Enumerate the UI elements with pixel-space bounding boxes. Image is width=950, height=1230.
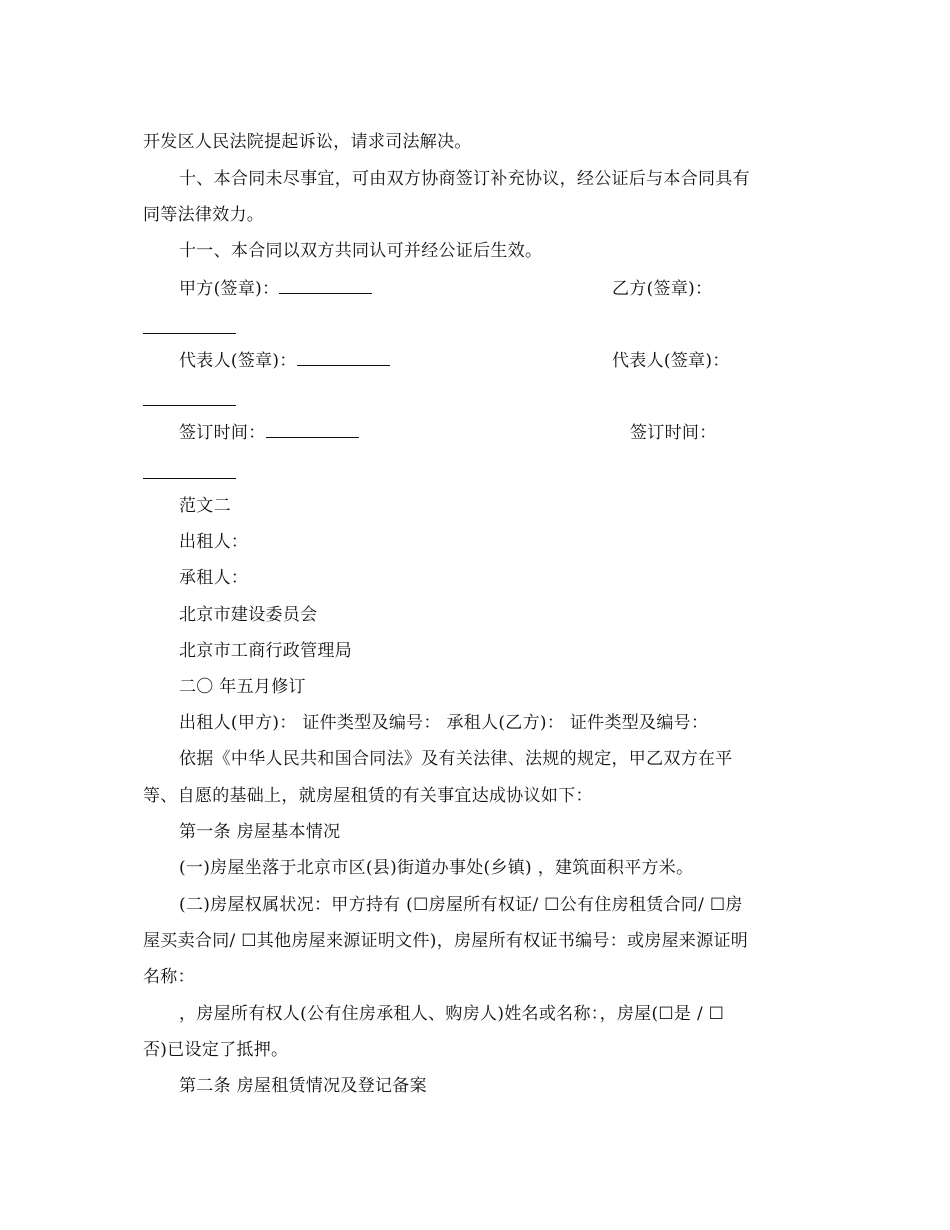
date-a-signature: [179, 421, 359, 445]
paragraph-line: 二〇 年五月修订: [179, 677, 306, 697]
paragraph-line: 出租人(甲方)： 证件类型及编号： 承租人(乙方)： 证件类型及编号：: [179, 713, 709, 733]
paragraph-line: 屋买卖合同/ ☐其他房屋来源证明文件)，房屋所有权证书编号：或房屋来源证明: [143, 931, 749, 951]
rep-a-label: 代表人(签章)：: [179, 351, 297, 371]
rep-b-label: 代表人(签章)：: [612, 351, 730, 371]
date-a-label: 签订时间：: [179, 423, 266, 443]
signature-blank: [266, 422, 359, 438]
paragraph-line: 十一、本合同以双方共同认可并经公证后生效。: [179, 241, 543, 261]
section-heading: 范文二: [179, 496, 231, 516]
date-b-label: 签订时间：: [630, 423, 717, 443]
paragraph-line: 北京市建设委员会: [179, 605, 318, 625]
paragraph-line: 等、自愿的基础上，就房屋租赁的有关事宜达成协议如下：: [143, 786, 593, 806]
paragraph-line: (二)房屋权属状况：甲方持有 (☐房屋所有权证/ ☐公有住房租赁合同/ ☐房: [179, 895, 743, 915]
paragraph-line: 开发区人民法院提起诉讼，请求司法解决。: [143, 132, 472, 152]
signature-blank: [143, 478, 236, 479]
signature-blank: [297, 350, 390, 366]
paragraph-line: ，房屋所有权人(公有住房承租人、购房人)姓名或名称：，房屋(☐是 / ☐: [179, 1004, 725, 1024]
signature-blank: [143, 333, 236, 334]
article-heading: 第一条 房屋基本情况: [179, 822, 341, 842]
article-heading: 第二条 房屋租赁情况及登记备案: [179, 1076, 427, 1096]
rep-a-signature: [179, 349, 390, 373]
party-a-label: 甲方(签章)：: [179, 279, 280, 299]
paragraph-line: (一)房屋坐落于北京市区(县)街道办事处(乡镇) ，建筑面积平方米。: [179, 858, 694, 878]
paragraph-line: 北京市工商行政管理局: [179, 641, 352, 661]
paragraph-line: 名称：: [143, 967, 195, 987]
paragraph-line: 依据《中华人民共和国合同法》及有关法律、法规的规定，甲乙双方在平: [179, 749, 733, 769]
paragraph-line: 同等法律效力。: [143, 205, 265, 225]
signature-blank: [279, 278, 372, 294]
party-b-label: 乙方(签章)：: [612, 279, 713, 299]
paragraph-line: 否)已设定了抵押。: [143, 1040, 289, 1060]
paragraph-line: 承租人：: [179, 568, 249, 588]
paragraph-line: 出租人：: [179, 532, 249, 552]
paragraph-line: 十、本合同未尽事宜，可由双方协商签订补充协议，经公证后与本合同具有: [179, 169, 750, 189]
party-a-signature: [179, 277, 372, 301]
signature-blank: [143, 405, 236, 406]
